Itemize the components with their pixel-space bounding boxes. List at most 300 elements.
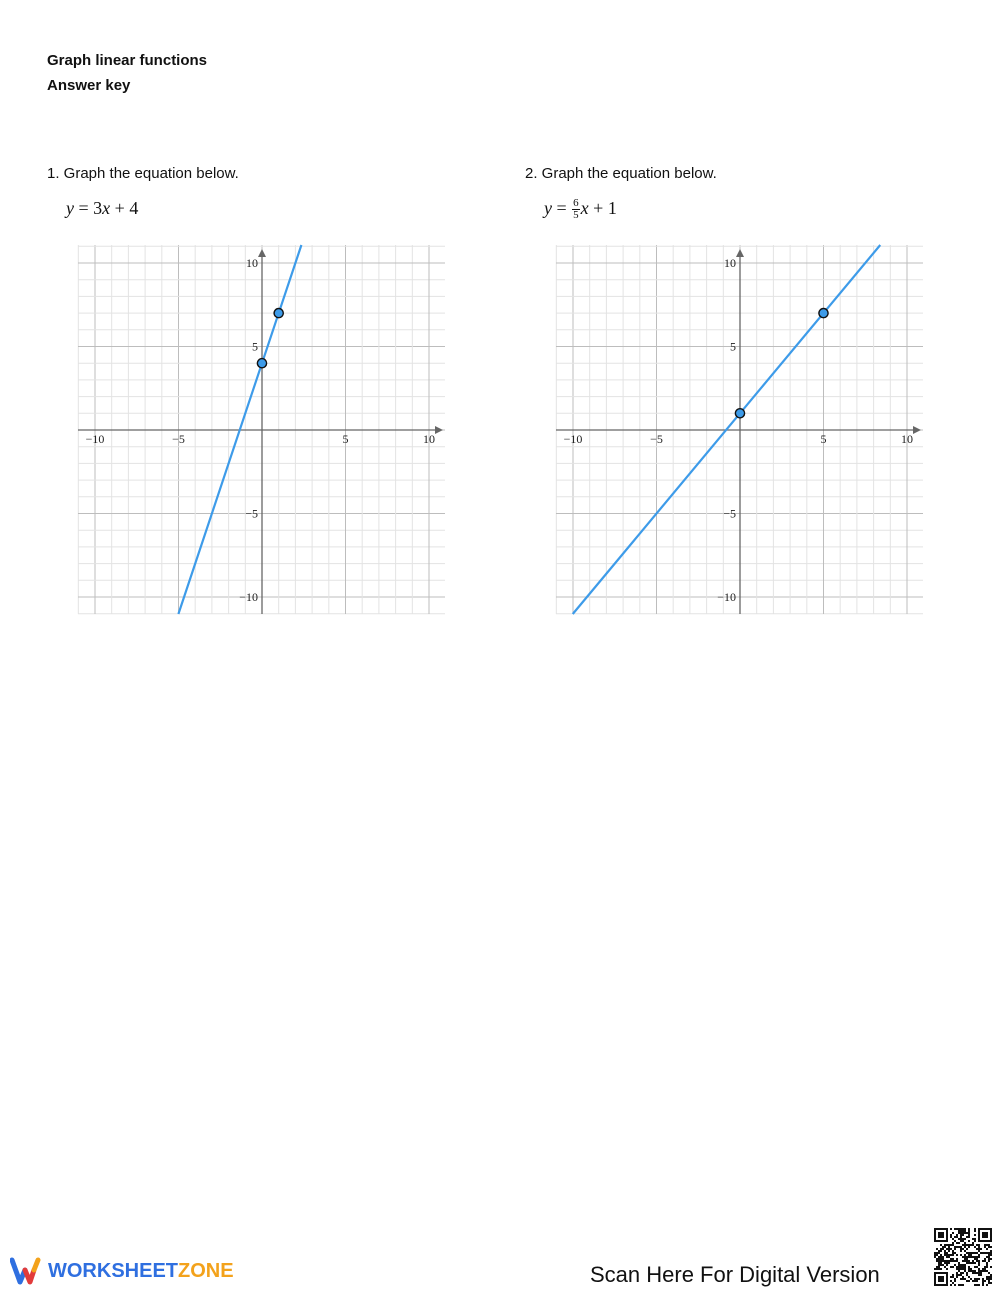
- qr-module: [952, 1276, 954, 1278]
- qr-module: [958, 1264, 960, 1266]
- qr-module: [974, 1230, 976, 1232]
- qr-module: [936, 1258, 938, 1260]
- eq-denominator: 5: [573, 209, 579, 222]
- qr-module: [956, 1274, 958, 1276]
- qr-module: [942, 1232, 944, 1234]
- y-tick-label: −10: [717, 590, 736, 604]
- qr-module: [962, 1260, 964, 1262]
- qr-module: [976, 1260, 978, 1262]
- qr-module: [966, 1252, 968, 1254]
- qr-module: [940, 1234, 942, 1236]
- qr-module: [980, 1274, 982, 1276]
- qr-module: [986, 1284, 988, 1286]
- qr-module: [946, 1280, 948, 1282]
- qr-module: [934, 1280, 936, 1282]
- qr-module: [934, 1278, 936, 1280]
- qr-module: [960, 1268, 962, 1270]
- qr-module: [970, 1254, 972, 1256]
- qr-module: [972, 1262, 974, 1264]
- qr-module: [974, 1228, 976, 1230]
- plotted-point: [274, 309, 283, 318]
- qr-module: [940, 1248, 942, 1250]
- qr-module: [976, 1252, 978, 1254]
- qr-module: [934, 1230, 936, 1232]
- qr-module: [978, 1284, 980, 1286]
- qr-module: [936, 1272, 938, 1274]
- qr-module: [990, 1274, 992, 1276]
- qr-module: [934, 1234, 936, 1236]
- qr-module: [940, 1284, 942, 1286]
- qr-module: [958, 1270, 960, 1272]
- brand-logo: [10, 1256, 234, 1286]
- qr-module: [950, 1280, 952, 1282]
- eq-constant: 4: [129, 198, 139, 218]
- qr-module: [972, 1270, 974, 1272]
- qr-module: [956, 1260, 958, 1262]
- qr-module: [954, 1260, 956, 1262]
- qr-module: [942, 1240, 944, 1242]
- qr-module: [944, 1250, 946, 1252]
- qr-module: [954, 1246, 956, 1248]
- qr-module: [956, 1242, 958, 1244]
- qr-module: [938, 1276, 940, 1278]
- eq-numerator: 6: [573, 197, 579, 210]
- eq-variable: x: [580, 198, 589, 218]
- qr-module: [990, 1238, 992, 1240]
- qr-module: [934, 1284, 936, 1286]
- qr-module: [986, 1232, 988, 1234]
- qr-module: [958, 1230, 960, 1232]
- qr-module: [982, 1280, 984, 1282]
- qr-module: [938, 1264, 940, 1266]
- qr-module: [956, 1268, 958, 1270]
- qr-module: [972, 1260, 974, 1262]
- qr-module: [938, 1236, 940, 1238]
- qr-module: [942, 1272, 944, 1274]
- qr-module: [944, 1246, 946, 1248]
- qr-module: [986, 1228, 988, 1230]
- qr-module: [950, 1248, 952, 1250]
- qr-module: [940, 1264, 942, 1266]
- page-title: Graph linear functions: [47, 52, 208, 69]
- qr-module: [970, 1268, 972, 1270]
- graph-2-svg: [552, 240, 926, 620]
- qr-module: [946, 1282, 948, 1284]
- qr-module: [982, 1268, 984, 1270]
- qr-module: [972, 1256, 974, 1258]
- qr-module: [950, 1266, 952, 1268]
- qr-module: [946, 1276, 948, 1278]
- qr-module: [986, 1234, 988, 1236]
- qr-module: [938, 1284, 940, 1286]
- qr-module: [974, 1256, 976, 1258]
- qr-module: [964, 1254, 966, 1256]
- qr-module: [966, 1272, 968, 1274]
- qr-module: [934, 1254, 936, 1256]
- y-tick-label: 5: [730, 339, 736, 354]
- x-tick-label: −5: [650, 432, 663, 446]
- qr-module: [942, 1276, 944, 1278]
- qr-module: [982, 1282, 984, 1284]
- qr-module: [968, 1268, 970, 1270]
- qr-module: [958, 1268, 960, 1270]
- qr-module: [948, 1260, 950, 1262]
- qr-module: [960, 1264, 962, 1266]
- qr-module: [988, 1280, 990, 1282]
- qr-module: [938, 1228, 940, 1230]
- qr-module: [984, 1234, 986, 1236]
- qr-module: [968, 1234, 970, 1236]
- qr-module: [946, 1240, 948, 1242]
- qr-module: [968, 1240, 970, 1242]
- qr-module: [946, 1268, 948, 1270]
- qr-module: [964, 1250, 966, 1252]
- qr-module: [934, 1240, 936, 1242]
- qr-module: [950, 1276, 952, 1278]
- qr-module: [988, 1256, 990, 1258]
- qr-module: [952, 1244, 954, 1246]
- qr-module: [936, 1260, 938, 1262]
- qr-module: [942, 1260, 944, 1262]
- qr-module: [978, 1274, 980, 1276]
- qr-module: [984, 1232, 986, 1234]
- qr-module: [954, 1278, 956, 1280]
- qr-module: [974, 1246, 976, 1248]
- qr-module: [988, 1228, 990, 1230]
- qr-module: [990, 1236, 992, 1238]
- qr-module: [974, 1252, 976, 1254]
- qr-module: [964, 1270, 966, 1272]
- graph-1: [74, 240, 448, 620]
- qr-module: [934, 1228, 936, 1230]
- x-tick-label: 5: [820, 432, 827, 446]
- qr-module: [960, 1246, 962, 1248]
- qr-module: [974, 1284, 976, 1286]
- qr-module: [990, 1252, 992, 1254]
- qr-module: [974, 1280, 976, 1282]
- qr-module: [990, 1282, 992, 1284]
- qr-module: [956, 1258, 958, 1260]
- x-tick-label: 5: [342, 432, 349, 446]
- qr-module: [956, 1254, 958, 1256]
- qr-module: [984, 1236, 986, 1238]
- qr-module: [952, 1252, 954, 1254]
- qr-module: [984, 1240, 986, 1242]
- qr-module: [968, 1232, 970, 1234]
- qr-module: [990, 1230, 992, 1232]
- qr-module: [964, 1258, 966, 1260]
- qr-module: [982, 1270, 984, 1272]
- qr-module: [940, 1236, 942, 1238]
- qr-module: [946, 1284, 948, 1286]
- qr-module: [964, 1278, 966, 1280]
- qr-module: [956, 1236, 958, 1238]
- qr-module: [986, 1264, 988, 1266]
- qr-module: [976, 1248, 978, 1250]
- qr-module: [964, 1256, 966, 1258]
- qr-module: [940, 1276, 942, 1278]
- y-tick-label: −5: [723, 506, 736, 521]
- qr-module: [964, 1242, 966, 1244]
- brand-name: [48, 1260, 234, 1283]
- qr-module: [974, 1262, 976, 1264]
- qr-module: [962, 1238, 964, 1240]
- eq-coefficient: 3: [93, 198, 103, 218]
- qr-module: [938, 1258, 940, 1260]
- qr-module: [958, 1246, 960, 1248]
- qr-module: [946, 1278, 948, 1280]
- qr-module: [960, 1232, 962, 1234]
- qr-module: [966, 1258, 968, 1260]
- qr-module: [978, 1262, 980, 1264]
- qr-module: [938, 1266, 940, 1268]
- qr-module: [938, 1240, 940, 1242]
- qr-module: [978, 1240, 980, 1242]
- qr-module: [974, 1270, 976, 1272]
- qr-module: [946, 1230, 948, 1232]
- eq-operator: +: [114, 198, 125, 218]
- qr-module: [952, 1266, 954, 1268]
- qr-module: [946, 1260, 948, 1262]
- qr-module: [936, 1248, 938, 1250]
- qr-module: [960, 1274, 962, 1276]
- eq-lhs: y: [544, 198, 552, 218]
- qr-module: [958, 1266, 960, 1268]
- qr-module: [952, 1242, 954, 1244]
- qr-module: [980, 1272, 982, 1274]
- qr-module: [982, 1228, 984, 1230]
- qr-module: [946, 1248, 948, 1250]
- qr-module: [982, 1278, 984, 1280]
- qr-module: [936, 1254, 938, 1256]
- qr-module: [942, 1256, 944, 1258]
- qr-module: [938, 1252, 940, 1254]
- qr-module: [952, 1260, 954, 1262]
- qr-module: [986, 1236, 988, 1238]
- qr-module: [968, 1228, 970, 1230]
- qr-module: [984, 1266, 986, 1268]
- qr-module: [972, 1242, 974, 1244]
- qr-module: [978, 1234, 980, 1236]
- qr-module: [990, 1246, 992, 1248]
- qr-module: [970, 1252, 972, 1254]
- qr-module: [948, 1250, 950, 1252]
- problem-1-prompt: 1. Graph the equation below.: [47, 165, 239, 182]
- qr-module: [968, 1236, 970, 1238]
- qr-module: [986, 1266, 988, 1268]
- qr-module: [980, 1252, 982, 1254]
- qr-module: [958, 1232, 960, 1234]
- qr-module: [936, 1284, 938, 1286]
- qr-module: [976, 1280, 978, 1282]
- qr-module: [982, 1232, 984, 1234]
- qr-module: [968, 1262, 970, 1264]
- x-tick-label: 10: [901, 432, 913, 446]
- qr-module: [974, 1258, 976, 1260]
- y-tick-label: −5: [245, 506, 258, 521]
- qr-module: [944, 1252, 946, 1254]
- qr-module: [942, 1236, 944, 1238]
- qr-module: [986, 1256, 988, 1258]
- eq-variable: x: [102, 198, 111, 218]
- qr-module: [978, 1270, 980, 1272]
- eq-fraction: [572, 198, 580, 221]
- problem-2-equation: [544, 198, 955, 221]
- qr-module: [974, 1272, 976, 1274]
- qr-module: [948, 1248, 950, 1250]
- qr-module: [944, 1284, 946, 1286]
- qr-module: [988, 1282, 990, 1284]
- qr-module: [976, 1244, 978, 1246]
- qr-module: [956, 1266, 958, 1268]
- qr-module: [942, 1280, 944, 1282]
- qr-module: [934, 1232, 936, 1234]
- qr-module: [962, 1284, 964, 1286]
- qr-module: [976, 1266, 978, 1268]
- qr-module: [946, 1264, 948, 1266]
- qr-module: [968, 1244, 970, 1246]
- qr-module: [984, 1244, 986, 1246]
- brand-name-part1: WORKSHEET: [48, 1259, 178, 1282]
- qr-module: [970, 1270, 972, 1272]
- qr-module: [988, 1278, 990, 1280]
- qr-module: [934, 1272, 936, 1274]
- qr-module: [942, 1246, 944, 1248]
- qr-module: [960, 1254, 962, 1256]
- qr-module: [962, 1244, 964, 1246]
- qr-module: [954, 1284, 956, 1286]
- qr-module: [984, 1268, 986, 1270]
- qr-module: [978, 1256, 980, 1258]
- qr-module: [946, 1234, 948, 1236]
- qr-module: [938, 1280, 940, 1282]
- qr-module: [964, 1246, 966, 1248]
- qr-module: [938, 1256, 940, 1258]
- brand-name-part2: ZONE: [178, 1259, 234, 1282]
- qr-module: [988, 1258, 990, 1260]
- qr-module: [966, 1232, 968, 1234]
- qr-module: [980, 1240, 982, 1242]
- x-tick-label: 10: [423, 432, 435, 446]
- qr-module: [962, 1276, 964, 1278]
- qr-module: [940, 1262, 942, 1264]
- qr-module: [966, 1280, 968, 1282]
- y-tick-label: 5: [252, 339, 258, 354]
- qr-module: [978, 1268, 980, 1270]
- qr-module: [968, 1260, 970, 1262]
- qr-module: [988, 1260, 990, 1262]
- x-axis-arrow-icon: [435, 426, 443, 434]
- qr-module: [974, 1240, 976, 1242]
- qr-module: [936, 1228, 938, 1230]
- qr-module: [956, 1246, 958, 1248]
- qr-module: [978, 1244, 980, 1246]
- qr-module: [938, 1262, 940, 1264]
- graph-1-svg: [74, 240, 448, 620]
- qr-module: [978, 1230, 980, 1232]
- qr-module: [960, 1248, 962, 1250]
- qr-module: [938, 1268, 940, 1270]
- qr-module: [962, 1278, 964, 1280]
- eq-constant: 1: [607, 198, 617, 218]
- qr-module: [968, 1230, 970, 1232]
- qr-module: [970, 1256, 972, 1258]
- qr-module: [962, 1266, 964, 1268]
- qr-module: [964, 1268, 966, 1270]
- graph-2: [552, 240, 926, 620]
- qr-module: [964, 1232, 966, 1234]
- qr-module: [990, 1258, 992, 1260]
- plotted-point: [735, 409, 744, 418]
- qr-module: [964, 1266, 966, 1268]
- qr-module: [948, 1246, 950, 1248]
- eq-equals: =: [556, 198, 567, 218]
- qr-module: [940, 1278, 942, 1280]
- qr-module: [948, 1256, 950, 1258]
- qr-module: [974, 1278, 976, 1280]
- qr-module: [940, 1228, 942, 1230]
- qr-module: [940, 1254, 942, 1256]
- qr-module: [982, 1252, 984, 1254]
- qr-module: [966, 1256, 968, 1258]
- qr-code-icon[interactable]: [934, 1228, 992, 1286]
- qr-module: [942, 1234, 944, 1236]
- qr-module: [966, 1244, 968, 1246]
- qr-module: [972, 1272, 974, 1274]
- qr-module: [978, 1272, 980, 1274]
- qr-module: [990, 1240, 992, 1242]
- qr-module: [964, 1228, 966, 1230]
- qr-module: [938, 1250, 940, 1252]
- qr-module: [934, 1282, 936, 1284]
- problem-1-equation: [66, 198, 477, 219]
- qr-module: [934, 1252, 936, 1254]
- y-tick-label: 10: [246, 256, 258, 270]
- qr-module: [946, 1274, 948, 1276]
- eq-equals: =: [78, 198, 89, 218]
- qr-module: [972, 1280, 974, 1282]
- qr-module: [968, 1280, 970, 1282]
- scan-text: Scan Here For Digital Version: [590, 1262, 880, 1287]
- qr-module: [990, 1228, 992, 1230]
- problem-2-prompt: 2. Graph the equation below.: [525, 165, 717, 182]
- qr-module: [978, 1236, 980, 1238]
- qr-module: [982, 1284, 984, 1286]
- qr-module: [966, 1248, 968, 1250]
- qr-module: [962, 1272, 964, 1274]
- qr-module: [950, 1234, 952, 1236]
- qr-module: [934, 1238, 936, 1240]
- qr-module: [954, 1252, 956, 1254]
- y-tick-label: 10: [724, 256, 736, 270]
- problem-1: [47, 164, 477, 219]
- qr-module: [988, 1240, 990, 1242]
- qr-module: [960, 1266, 962, 1268]
- qr-module: [946, 1254, 948, 1256]
- qr-module: [962, 1256, 964, 1258]
- qr-module: [950, 1244, 952, 1246]
- qr-module: [968, 1266, 970, 1268]
- qr-module: [954, 1236, 956, 1238]
- qr-module: [940, 1272, 942, 1274]
- page-subtitle: Answer key: [47, 77, 131, 94]
- qr-module: [956, 1272, 958, 1274]
- qr-module: [978, 1254, 980, 1256]
- qr-module: [960, 1284, 962, 1286]
- qr-module: [980, 1270, 982, 1272]
- qr-module: [936, 1240, 938, 1242]
- x-axis-arrow-icon: [913, 426, 921, 434]
